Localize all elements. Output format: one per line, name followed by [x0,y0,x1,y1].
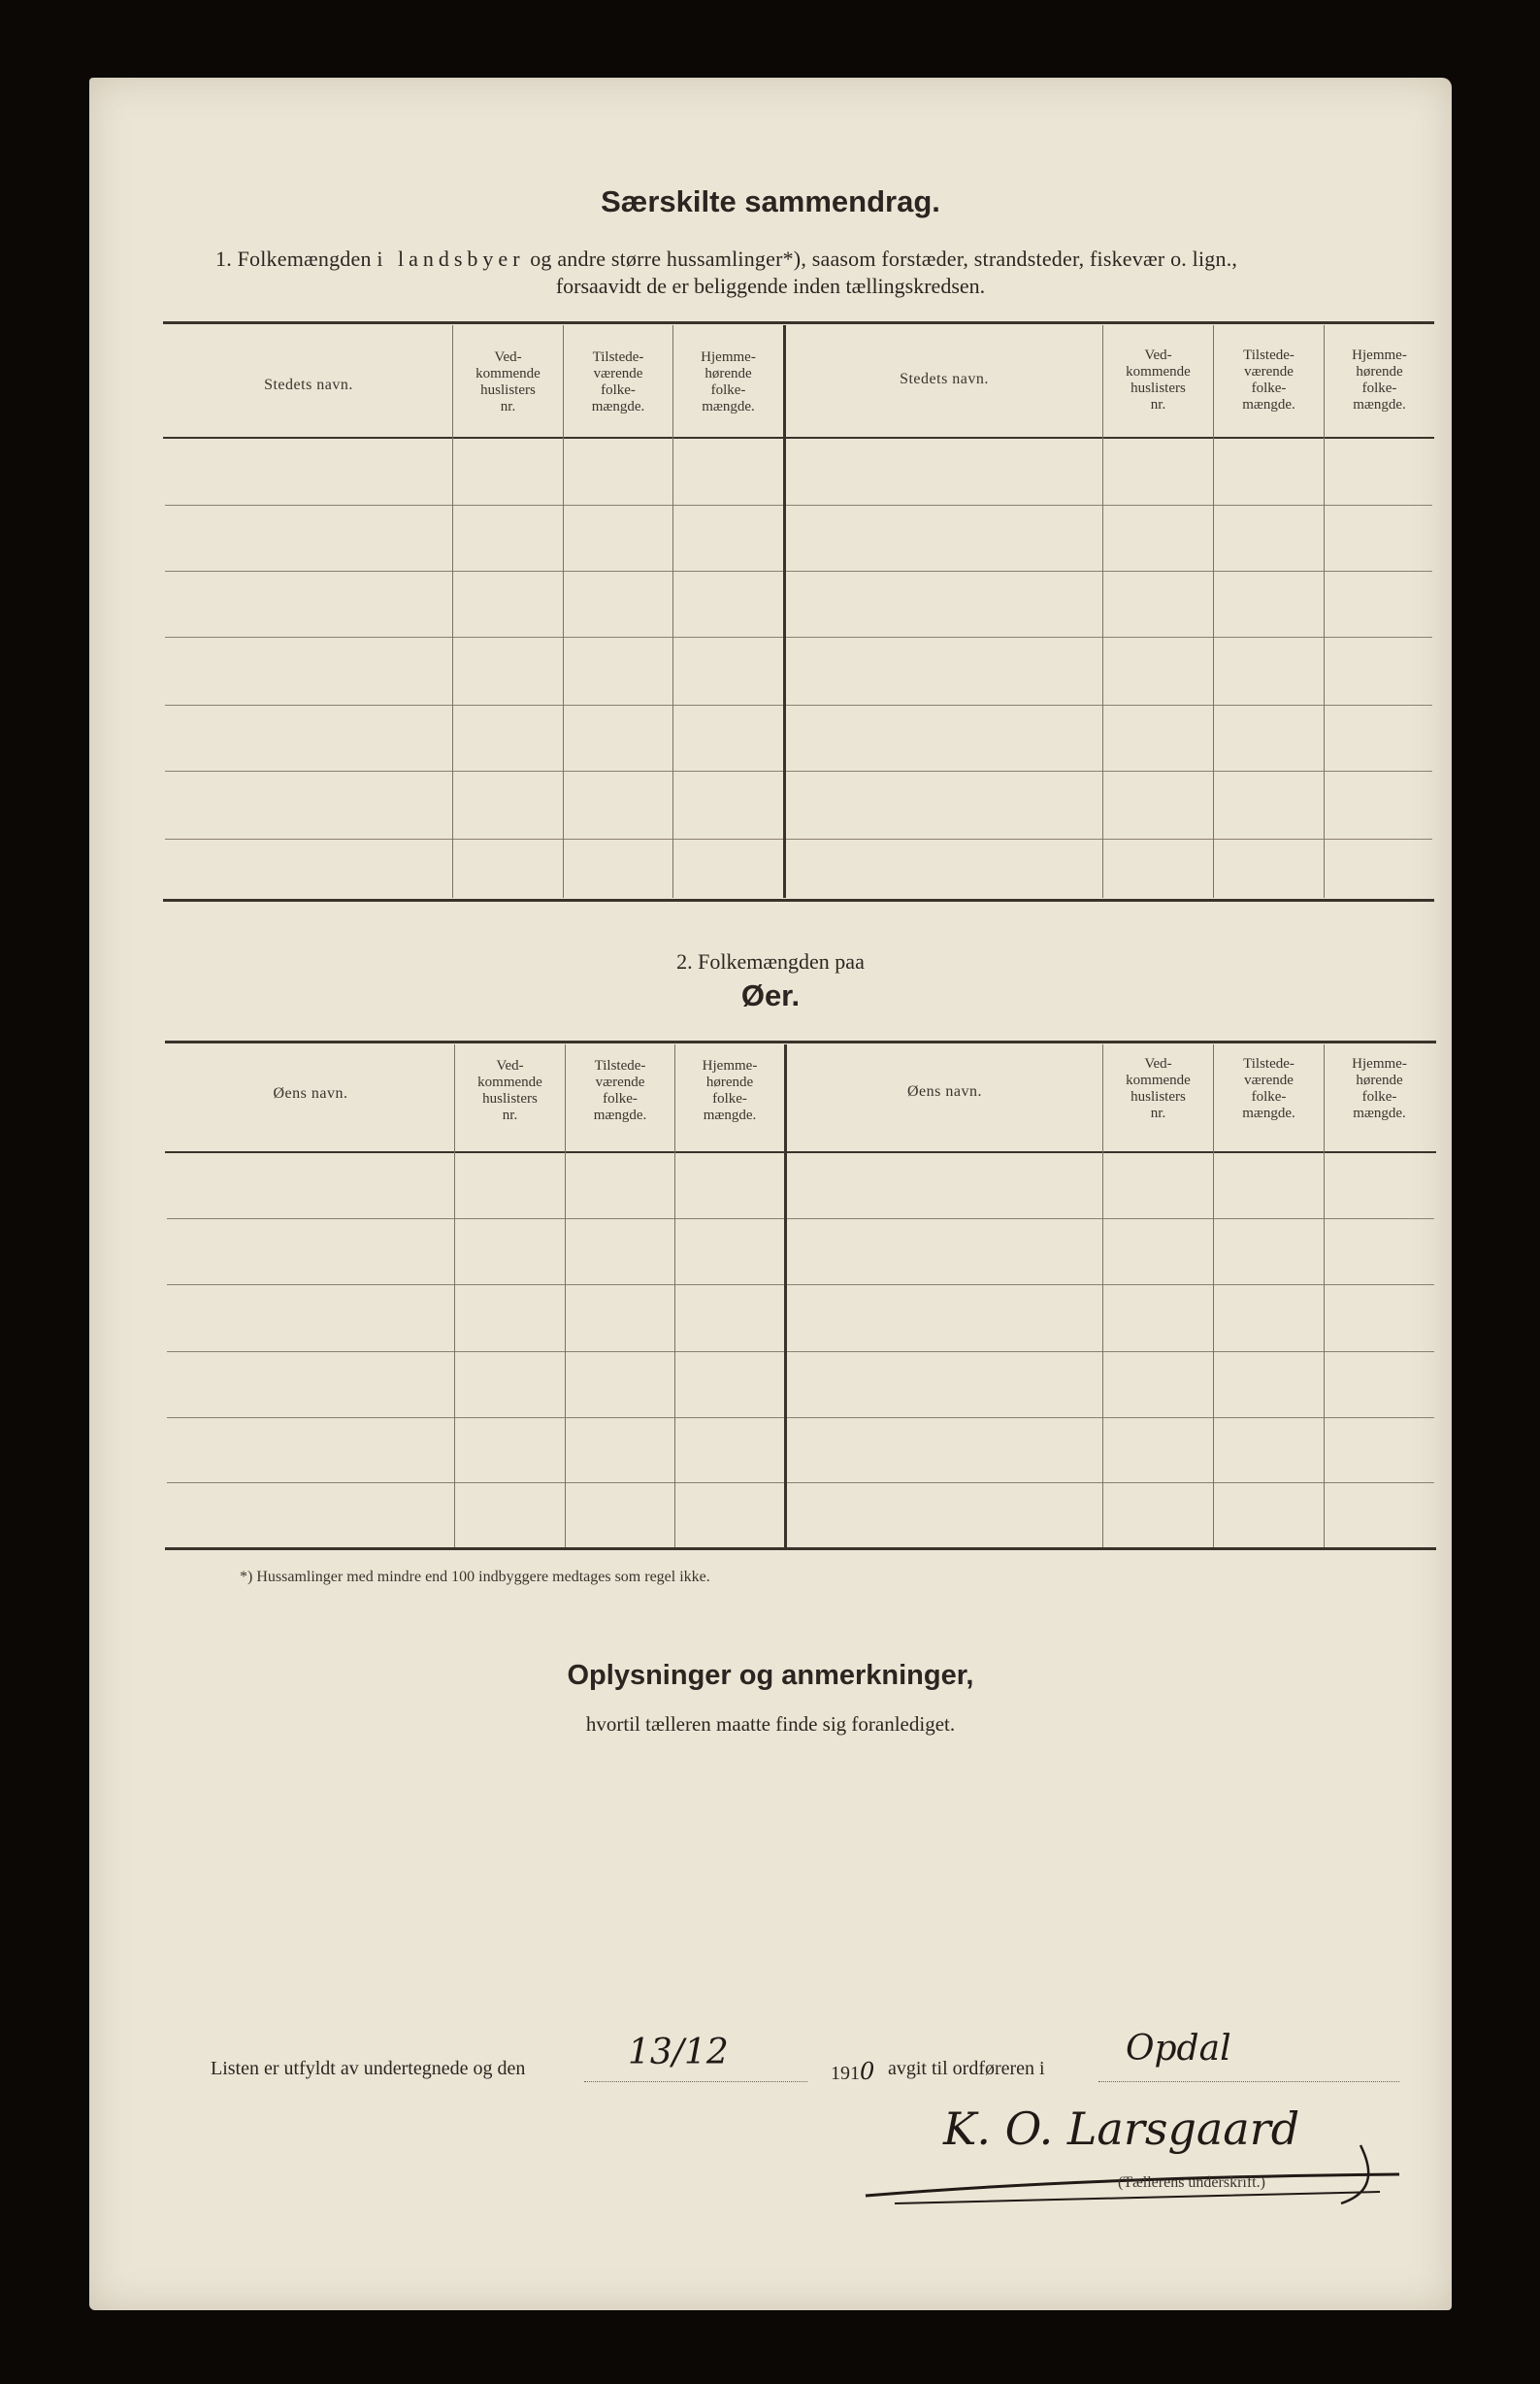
col-oens-navn-left: Øens navn. [273,1085,348,1102]
intro-prefix: 1. Folkemængden [215,247,377,271]
signoff-date: 13/12 [628,2033,729,2072]
col-stedets-navn-left: Stedets navn. [264,377,353,393]
signoff-place: Opdal [1126,2029,1231,2069]
col-hjemme-right: Hjemme- hørende folke- mængde. [1352,348,1407,413]
year-printed: 191 [831,2063,860,2084]
col-oens-navn-right: Øens navn. [907,1083,982,1100]
section2-title: Øer. [740,978,801,1012]
section2-heading: 2. Folkemængden paa [676,949,865,974]
intro-rest: og andre større hussamlinger*), saasom forstæder, strandsteder, fiskevær o. lign., [524,247,1238,271]
year-handwritten: 0 [860,2058,875,2085]
col-oer-tilstede-left: Tilstede- værende folke- mængde. [593,1058,647,1123]
signature: K. O. Larsgaard [943,2103,1300,2155]
col-hjemme-left: Hjemme- hørende folke- mængde. [701,349,756,414]
col-oer-huslister-left: Ved- kommende huslisters nr. [477,1058,542,1123]
col-huslister-right: Ved- kommende huslisters nr. [1126,348,1191,413]
page-title: Særskilte sammendrag. [601,184,940,218]
signoff-middle: avgit til ordføreren i [888,2058,1045,2079]
col-oer-huslister-right: Ved- kommende huslisters nr. [1126,1056,1191,1121]
census-form-page [89,78,1452,2310]
section1-intro [215,247,1237,272]
remarks-subtitle: hvortil tælleren maatte finde sig foranlediget. [585,1712,956,1736]
col-tilstede-left: Tilstede- værende folke- mængde. [591,349,645,414]
remarks-title: Oplysninger og anmerkninger, [567,1660,974,1691]
signoff-prefix: Listen er utfyldt av undertegnede og den [211,2058,526,2079]
col-oer-hjemme-right: Hjemme- hørende folke- mængde. [1352,1056,1407,1121]
col-huslister-left: Ved- kommende huslisters nr. [475,349,541,414]
col-tilstede-right: Tilstede- værende folke- mængde. [1242,348,1295,413]
signature-caption: (Tællerens underskrift.) [1118,2174,1265,2191]
col-oer-tilstede-right: Tilstede- værende folke- mængde. [1242,1056,1295,1121]
footnote: *) Hussamlinger med mindre end 100 indbyggere medtages som regel ikke. [240,1569,710,1585]
signoff-year [831,2058,874,2085]
col-oer-hjemme-left: Hjemme- hørende folke- mængde. [702,1058,758,1123]
intro-spaced: i landsbyer [377,247,525,271]
section1-intro-line2: forsaavidt de er beliggende inden tællingskredsen. [555,274,986,298]
col-stedets-navn-right: Stedets navn. [900,371,989,387]
